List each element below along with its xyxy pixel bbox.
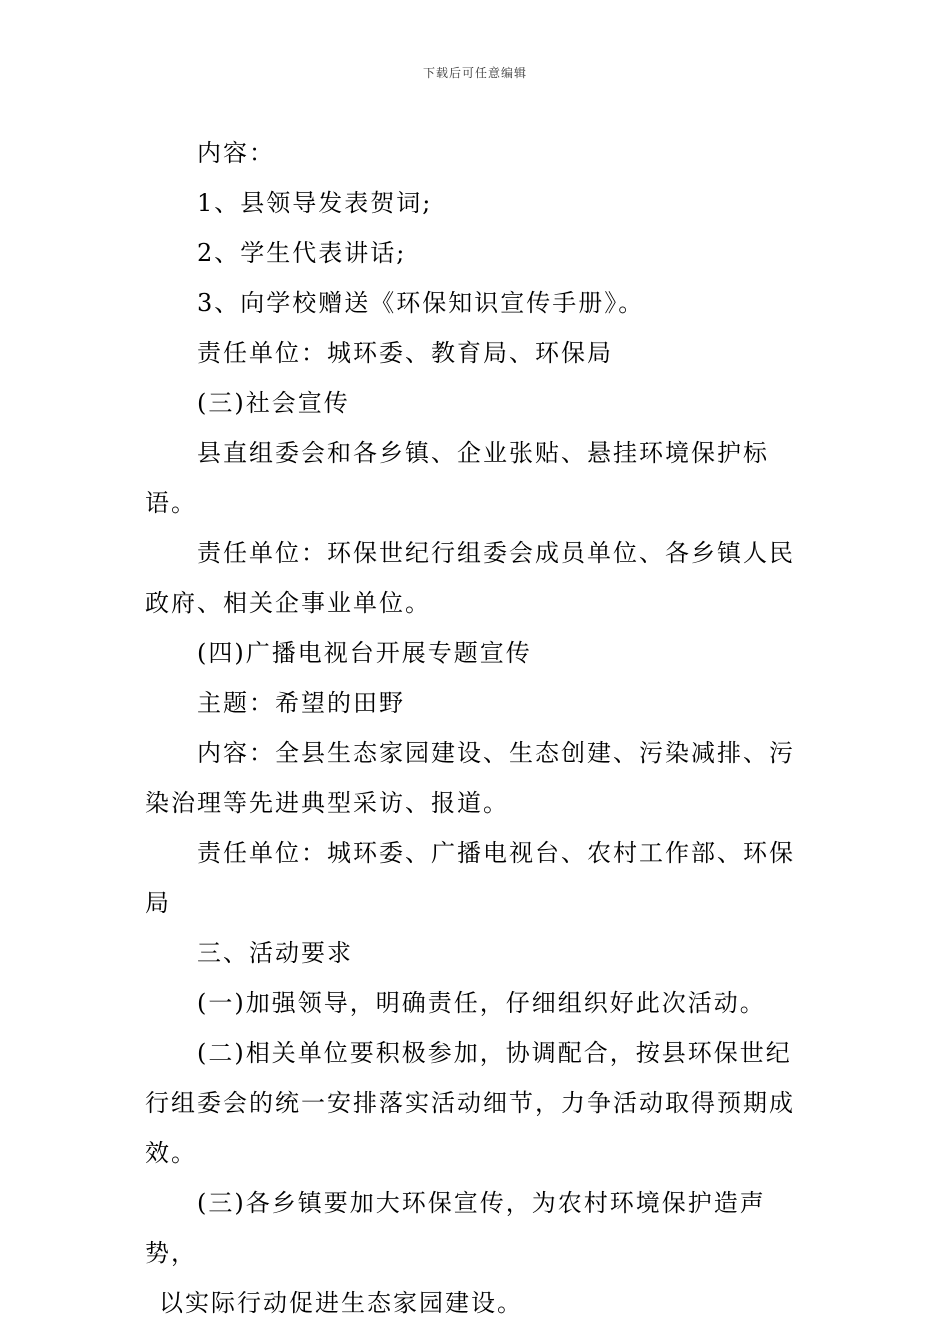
paragraph-social-publicity: 县直组委会和各乡镇、企业张贴、悬挂环境保护标语。 bbox=[145, 439, 769, 517]
paragraph-responsible-2: 责任单位：环保世纪行组委会成员单位、各乡镇人民政府、相关企事业单位。 bbox=[145, 539, 795, 617]
header-note: 下载后可任意编辑 bbox=[422, 66, 527, 80]
paragraph-item-3: 3、向学校赠送《环保知识宣传手册》。 bbox=[197, 289, 645, 317]
section-heading-4: (四)广播电视台开展专题宣传 bbox=[197, 639, 532, 667]
requirement-2: (二)相关单位要积极参加，协调配合，按县环保世纪行组委会的统一安排落实活动细节，力争活动取得预期成效。 bbox=[145, 1039, 795, 1167]
document-body bbox=[145, 128, 810, 1328]
paragraph-theme: 主题：希望的田野 bbox=[197, 689, 405, 717]
paragraph-responsible-1: 责任单位：城环委、教育局、环保局 bbox=[197, 339, 613, 367]
section-heading-3: (三)社会宣传 bbox=[197, 389, 350, 417]
requirement-1: (一)加强领导，明确责任，仔细组织好此次活动。 bbox=[197, 989, 766, 1017]
requirement-3: (三)各乡镇要加大环保宣传，为农村环境保护造声势， bbox=[145, 1189, 766, 1267]
section-heading-requirements: 三、活动要求 bbox=[197, 939, 353, 967]
paragraph-item-2: 2、学生代表讲话; bbox=[197, 239, 407, 267]
paragraph-item-1: 1、县领导发表贺词; bbox=[197, 189, 433, 217]
paragraph-responsible-3: 责任单位：城环委、广播电视台、农村工作部、环保局 bbox=[145, 839, 795, 917]
paragraph-content-label: 内容： bbox=[197, 139, 275, 167]
paragraph-content-detail: 内容：全县生态家园建设、生态创建、污染减排、污染治理等先进典型采访、报道。 bbox=[145, 739, 795, 817]
requirement-3-continued: 以实际行动促进生态家园建设。 bbox=[159, 1289, 523, 1317]
